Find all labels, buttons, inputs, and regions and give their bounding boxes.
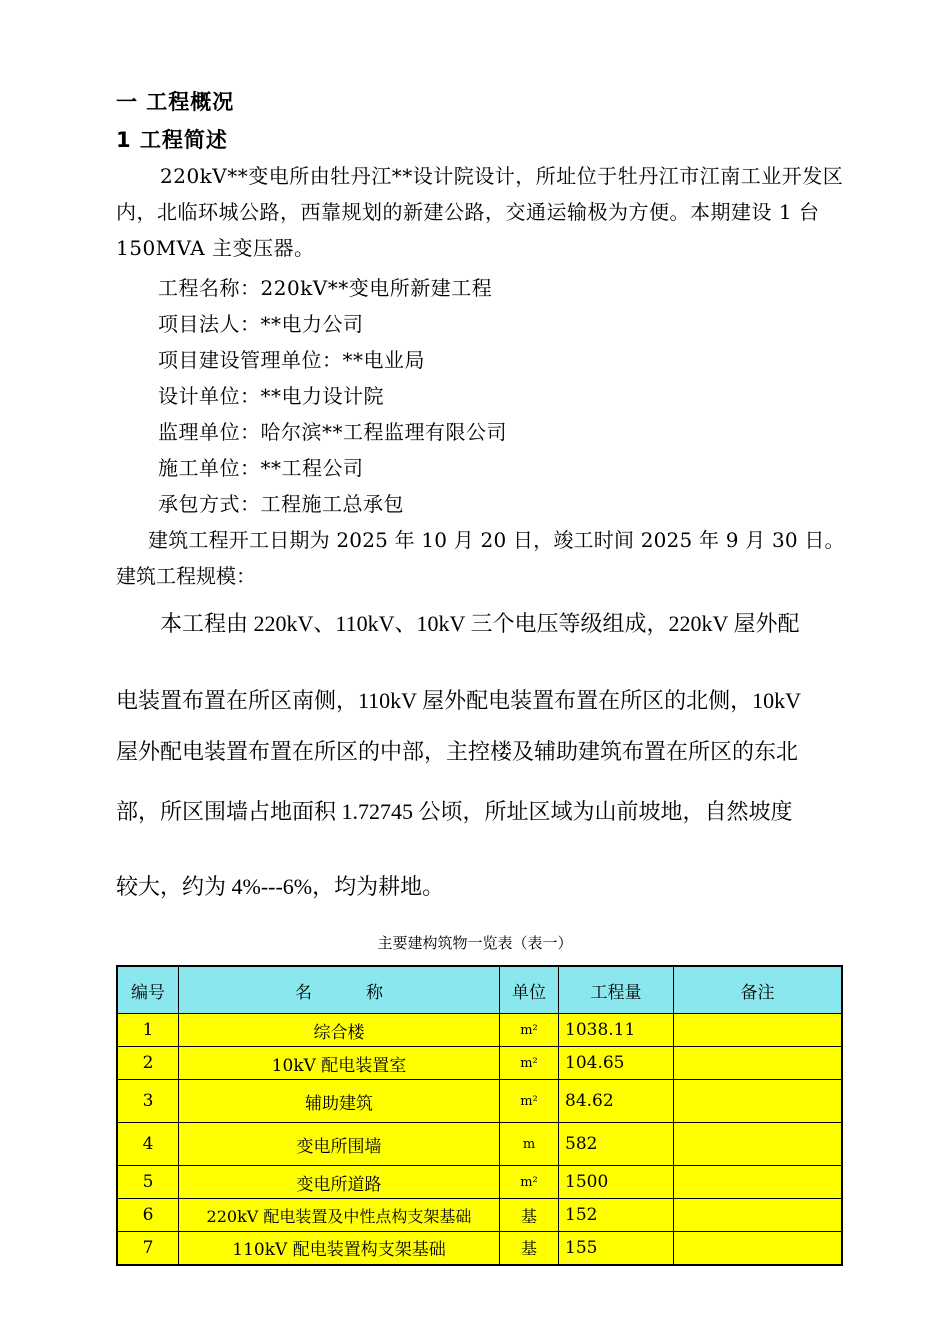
- cell-qty: 152: [559, 1199, 674, 1232]
- table-row: [117, 1014, 842, 1047]
- cell-qty: 1038.11: [559, 1014, 674, 1047]
- subsection-title: 1 工程简述: [116, 128, 228, 152]
- cell-name: 110kV 配电装置构支架基础: [179, 1232, 500, 1265]
- table-row: [117, 1123, 842, 1166]
- scale-line-5: 较大，约为 4%---6%，均为耕地。: [116, 874, 445, 899]
- table-row: [117, 1047, 842, 1080]
- scale-line-4: 部，所区围墙占地面积 1.72745 公顷，所址区域为山前坡地，自然坡度: [116, 799, 793, 824]
- header-name: 名 称: [179, 966, 500, 1014]
- header-no: 编号: [117, 966, 179, 1014]
- cell-no: 5: [117, 1166, 179, 1199]
- scale-label: 建筑工程规模：: [116, 564, 256, 588]
- info-project-name: 工程名称：220kV**变电所新建工程: [158, 276, 493, 300]
- header-qty: 工程量: [559, 966, 674, 1014]
- cell-name: 辅助建筑: [179, 1080, 500, 1123]
- cell-qty: 104.65: [559, 1047, 674, 1080]
- cell-note: [674, 1080, 843, 1123]
- cell-name: 220kV 配电装置及中性点构支架基础: [179, 1199, 500, 1232]
- cell-note: [674, 1166, 843, 1199]
- cell-qty: 1500: [559, 1166, 674, 1199]
- info-contract-mode: 承包方式：工程施工总承包: [158, 492, 404, 516]
- intro-paragraph: 220kV**变电所由牡丹江**设计院设计，所址位于牡丹江市江南工业开发区内，北临环城公路，西靠规划的新建公路，交通运输极为方便。本期建设 1 台 150MVA 主变压器。: [116, 164, 844, 260]
- cell-unit: m²: [500, 1047, 559, 1080]
- info-supervision-unit: 监理单位：哈尔滨**工程监理有限公司: [158, 420, 507, 444]
- cell-qty: 155: [559, 1232, 674, 1265]
- cell-name: 综合楼: [179, 1014, 500, 1047]
- table-header-row: [117, 966, 842, 1014]
- cell-name: 变电所围墙: [179, 1123, 500, 1166]
- table-caption: 主要建构筑物一览表（表一）: [377, 934, 573, 952]
- section-title: 一 工程概况: [116, 90, 235, 114]
- cell-note: [674, 1014, 843, 1047]
- cell-unit: 基: [500, 1199, 559, 1232]
- cell-name: 变电所道路: [179, 1166, 500, 1199]
- header-note: 备注: [674, 966, 843, 1014]
- table-row: [117, 1166, 842, 1199]
- cell-note: [674, 1199, 843, 1232]
- info-management-unit: 项目建设管理单位：**电业局: [158, 348, 425, 372]
- cell-name: 10kV 配电装置室: [179, 1047, 500, 1080]
- structures-table: [116, 965, 843, 1266]
- info-legal-entity: 项目法人：**电力公司: [158, 312, 364, 336]
- info-design-unit: 设计单位：**电力设计院: [158, 384, 384, 408]
- cell-note: [674, 1047, 843, 1080]
- cell-note: [674, 1123, 843, 1166]
- table-row: [117, 1232, 842, 1265]
- cell-unit: 基: [500, 1232, 559, 1265]
- cell-no: 4: [117, 1123, 179, 1166]
- header-unit: 单位: [500, 966, 559, 1014]
- cell-no: 6: [117, 1199, 179, 1232]
- cell-no: 1: [117, 1014, 179, 1047]
- cell-qty: 582: [559, 1123, 674, 1166]
- dates-line: 建筑工程开工日期为 2025 年 10 月 20 日，竣工时间 2025 年 9 月 30 日。: [148, 528, 845, 552]
- table-row: [117, 1199, 842, 1232]
- scale-line-3: 屋外配电装置布置在所区的中部，主控楼及辅助建筑布置在所区的东北: [116, 739, 799, 764]
- cell-unit: m: [500, 1123, 559, 1166]
- scale-line-2: 电装置布置在所区南侧，110kV 屋外配电装置布置在所区的北侧，10kV: [116, 688, 802, 713]
- cell-unit: m²: [500, 1166, 559, 1199]
- table-row: [117, 1080, 842, 1123]
- cell-note: [674, 1232, 843, 1265]
- cell-qty: 84.62: [559, 1080, 674, 1123]
- info-construction-unit: 施工单位：**工程公司: [158, 456, 364, 480]
- cell-unit: m²: [500, 1080, 559, 1123]
- cell-no: 2: [117, 1047, 179, 1080]
- cell-no: 3: [117, 1080, 179, 1123]
- cell-no: 7: [117, 1232, 179, 1265]
- scale-line-1: 本工程由 220kV、110kV、10kV 三个电压等级组成，220kV 屋外配: [160, 611, 800, 636]
- cell-unit: m²: [500, 1014, 559, 1047]
